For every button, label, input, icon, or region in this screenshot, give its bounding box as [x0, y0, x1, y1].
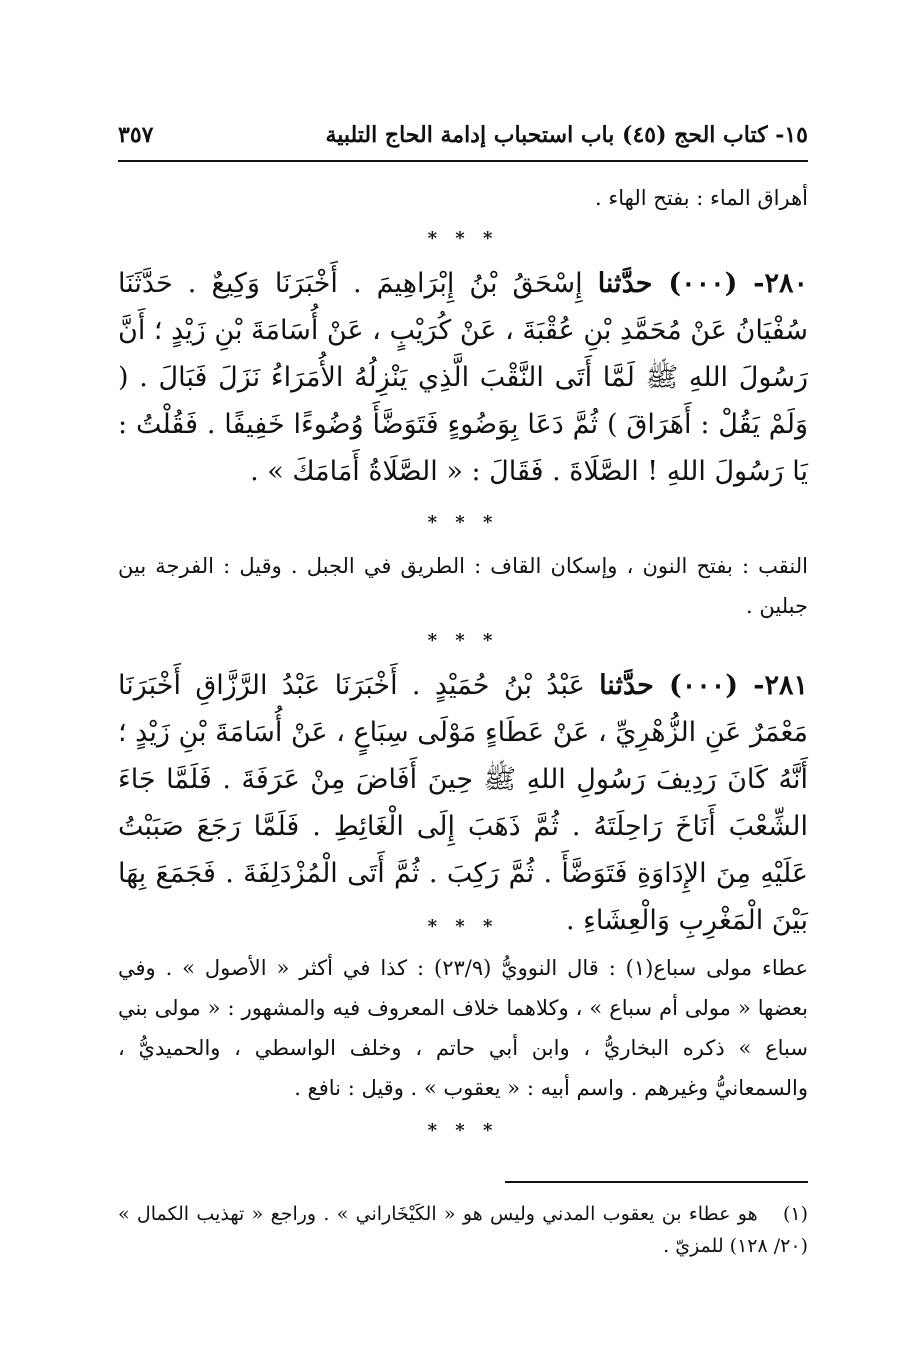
footnote-divider	[505, 1181, 808, 1183]
section-separator: * * *	[427, 228, 499, 249]
footnote	[118, 1198, 808, 1262]
note-ata: عطاء مولى سباع(١) : قال النوويُّ (٢٣/٩) : كذا في أكثر « الأصول » . وفي بعضها « مولى أم سباع » ، وكلاهما خلاف المعروف فيه والمشهور : « مولى بني سباع » ذكره البخاريُّ ، وابن أبي حاتم ، وخلف الواسطي ، والحميديُّ ، والسمعانيُّ وغيرهم . واسم أبيه : « يعقوب » . وقيل : نافع .	[118, 956, 808, 1100]
note-naqb: النقب : بفتح النون ، وإسكان القاف : الطريق في الجبل . وقيل : الفرجة بين جبلين .	[118, 554, 808, 618]
hadith-281-text: عَبْدُ بْنُ حُمَيْدٍ . أَخْبَرَنَا عَبْدُ الرَّزَّاقِ أَخْبَرَنَا مَعْمَرٌ عَنِ الزُّهْرِيِّ ، عَنْ عَطَاءٍ مَوْلَى سِبَاعٍ ، عَنْ أُسَامَةَ بْنِ زَيْدٍ ؛ أَنَّهُ كَانَ رَدِيفَ رَسُولِ اللهِ ﷺ حِينَ أَفَاضَ مِنْ عَرَفَةَ . فَلَمَّا جَاءَ الشِّعْبَ أَنَاخَ رَاحِلَتَهُ . ثُمَّ ذَهَبَ إِلَى الْغَائِطِ . فَلَمَّا رَجَعَ صَبَبْتُ عَلَيْهِ مِنَ الإِدَاوَةِ فَتَوَضَّأَ . ثُمَّ رَكِبَ . ثُمَّ أَتَى الْمُزْدَلِفَةَ . فَجَمَعَ بِهَا بَيْنَ الْمَغْرِبِ وَالْعِشَاءِ .	[118, 670, 808, 936]
footnote-text: هو عطاء بن يعقوب المدني وليس هو « الكَيْخَاراني » . وراجع « تهذيب الكمال » (٢٠/ ١٢٨) للمزيّ .	[118, 1203, 808, 1257]
page-number: ٣٥٧	[118, 122, 154, 148]
hadith-280-text: إِسْحَقُ بْنُ إِبْرَاهِيمَ . أَخْبَرَنَا وَكِيعٌ . حَدَّثَنَا سُفْيَانُ عَنْ مُحَمَّدِ بْنِ عُقْبَةَ ، عَنْ كُرَيْبٍ ، عَنْ أُسَامَةَ بْنِ زَيْدٍ ؛ أَنَّ رَسُولَ اللهِ ﷺ لَمَّا أَتَى النَّقْبَ الَّذِي يَنْزِلُهُ الأُمَرَاءُ نَزَلَ فَبَالَ . ( وَلَمْ يَقُلْ : أَهَرَاقَ ) ثُمَّ دَعَا بِوَضُوءٍ فَتَوَضَّأَ وُضُوءًا خَفِيفًا . فَقُلْتُ : يَا رَسُولَ اللهِ ! الصَّلَاةَ . فَقَالَ : « الصَّلَاةُ أَمَامَكَ » .	[118, 268, 808, 487]
header-divider	[118, 160, 808, 162]
section-separator: * * *	[427, 512, 499, 533]
hadith-280-number: ٢٨٠- (٠٠٠) حدَّثنا	[597, 268, 808, 299]
note-ahraq: أهراق الماء : بفتح الهاء .	[595, 186, 808, 210]
section-separator: * * *	[427, 1120, 499, 1141]
chapter-title: ١٥- كتاب الحج (٤٥) باب استحباب إدامة الحاج التلبية	[325, 122, 808, 148]
running-header	[118, 118, 808, 158]
section-separator: * * *	[427, 630, 499, 651]
hadith-280	[118, 260, 808, 495]
hadith-281	[118, 662, 808, 944]
hadith-281-number: ٢٨١- (٠٠٠) حدَّثنا	[599, 670, 808, 701]
section-separator: * * *	[427, 916, 499, 937]
footnote-number: (١)	[782, 1203, 808, 1225]
